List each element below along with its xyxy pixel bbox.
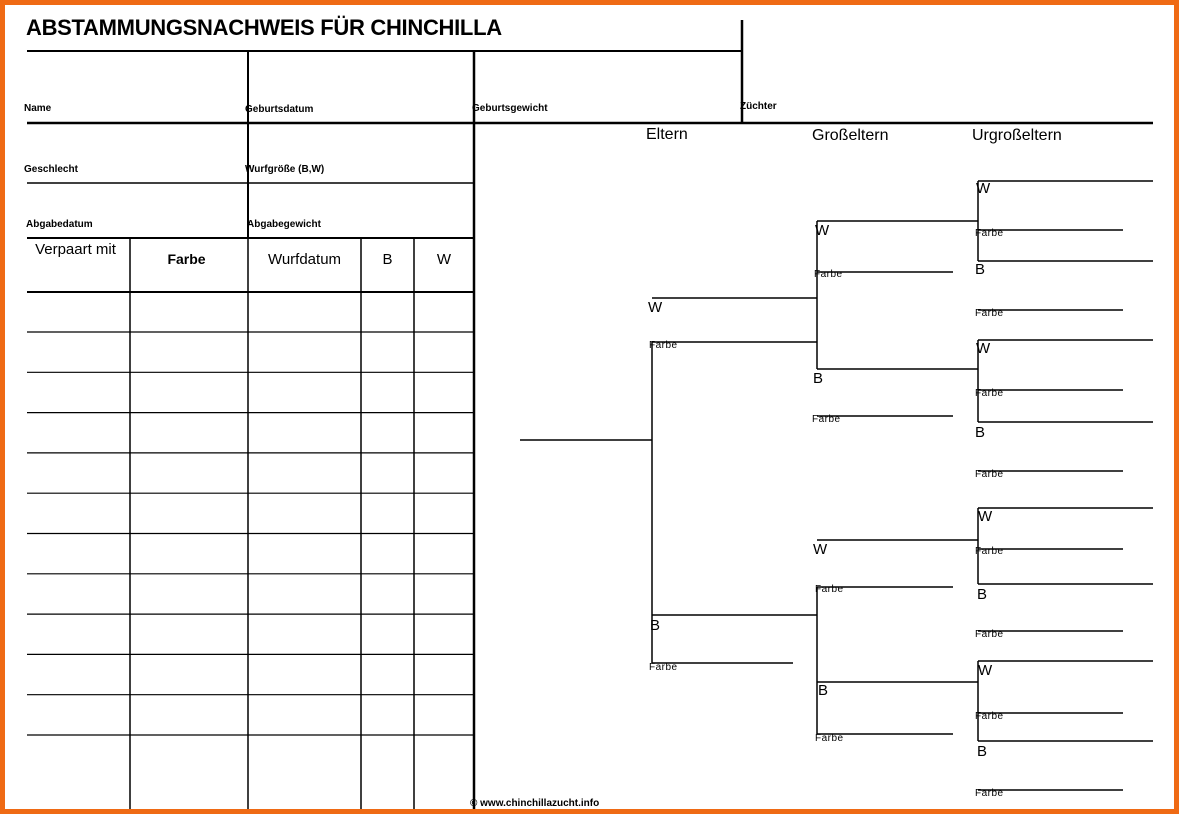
greatgrandparent-3-b-label: B (977, 586, 988, 603)
copyright-notice: © www.chinchillazucht.info (470, 798, 600, 809)
greatgrandparent-4-b-farbe: Farbe (975, 788, 1004, 799)
header-verpaart-mit: Verpaart mit (35, 241, 116, 258)
greatgrandparent-1-w-farbe: Farbe (975, 228, 1004, 239)
greatgrandparent-1-b-farbe: Farbe (975, 308, 1004, 319)
wurfgroesse-label: Wurfgröße (B,W) (245, 164, 325, 175)
greatgrandparent-2-b-label: B (975, 424, 986, 441)
geburtsgewicht-label: Geburtsgewicht (472, 103, 548, 114)
abgabedatum-label: Abgabedatum (26, 219, 93, 230)
form-title: ABSTAMMUNGSNACHWEIS FÜR CHINCHILLA (26, 15, 502, 40)
geschlecht-label: Geschlecht (24, 164, 78, 175)
greatgrandparent-4-b-label: B (977, 743, 988, 760)
grandparent-1-w-label: W (815, 222, 830, 239)
greatgrandparent-3-w-farbe: Farbe (975, 546, 1004, 557)
name-label: Name (24, 103, 52, 114)
parent-w-label: W (648, 299, 663, 316)
grandparent-2-b-label: B (818, 682, 829, 699)
parent-b-label: B (650, 617, 661, 634)
zuechter-label: Züchter (740, 101, 777, 112)
heading-urgrosseltern: Urgroßeltern (972, 127, 1062, 144)
greatgrandparent-2-w-farbe: Farbe (975, 388, 1004, 399)
header-b: B (382, 251, 393, 268)
greatgrandparent-3-w-label: W (978, 508, 993, 525)
heading-grosseltern: Großeltern (812, 127, 889, 144)
greatgrandparent-1-w-label: W (976, 180, 991, 197)
greatgrandparent-2-b-farbe: Farbe (975, 469, 1004, 480)
parent-w-farbe: Farbe (649, 340, 678, 351)
greatgrandparent-3-b-farbe: Farbe (975, 629, 1004, 640)
heading-eltern: Eltern (646, 126, 688, 143)
grandparent-2-b-farbe: Farbe (815, 733, 844, 744)
grandparent-1-b-label: B (813, 370, 824, 387)
header-w: W (436, 251, 452, 268)
header-farbe: Farbe (167, 251, 206, 267)
greatgrandparent-1-b-label: B (975, 261, 986, 278)
geburtsdatum-label: Geburtsdatum (245, 104, 314, 115)
abgabegewicht-label: Abgabegewicht (247, 219, 321, 230)
greatgrandparent-2-w-label: W (976, 340, 991, 357)
header-wurfdatum: Wurfdatum (267, 251, 342, 268)
grandparent-1-w-farbe: Farbe (814, 269, 843, 280)
greatgrandparent-4-w-farbe: Farbe (975, 711, 1004, 722)
grandparent-2-w-farbe: Farbe (815, 584, 844, 595)
grandparent-1-b-farbe: Farbe (812, 414, 841, 425)
grandparent-2-w-label: W (813, 541, 828, 558)
greatgrandparent-4-w-label: W (978, 662, 993, 679)
parent-b-farbe: Farbe (649, 662, 678, 673)
